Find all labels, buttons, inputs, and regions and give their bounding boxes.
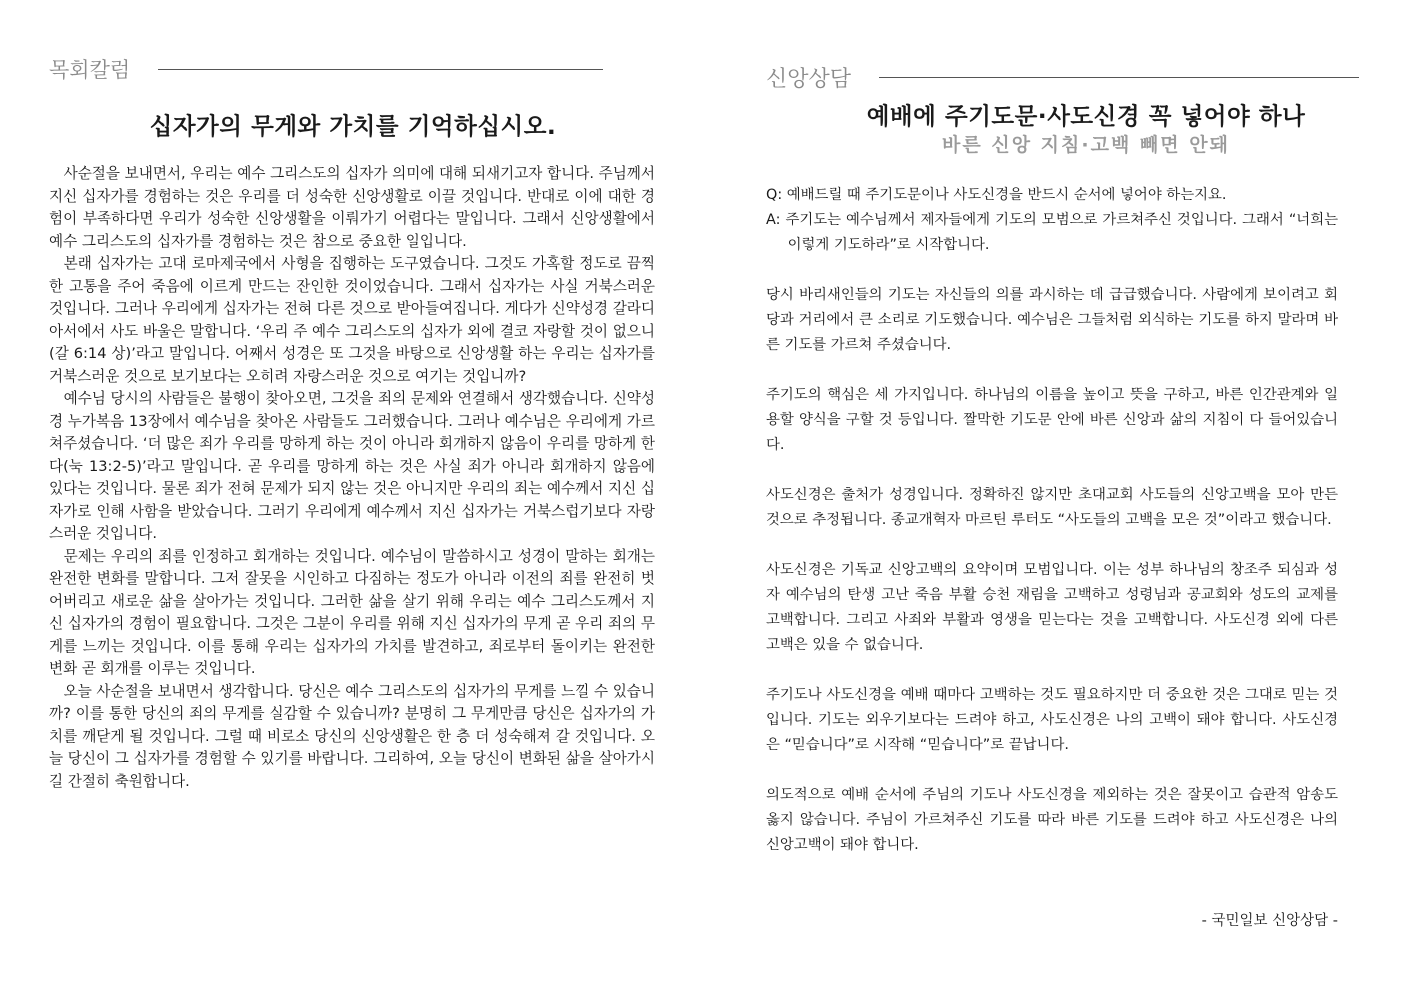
right-paragraph: 사도신경은 출처가 성경입니다. 정확하진 않지만 초대교회 사도들의 신앙고백을 모아 만든 것으로 추정됩니다. 종교개혁자 마르틴 루터도 “사도들의 고백을 모은 것”이라고 했습니다. bbox=[766, 487, 1338, 528]
right-article-subtitle: 바른 신앙 지침·고백 빼면 안돼 bbox=[942, 134, 1230, 156]
left-section-header bbox=[49, 54, 603, 84]
left-paragraph: 오늘 사순절을 보내면서 생각합니다. 당신은 예수 그리스도의 십자가의 무게를 느낄 수 있습니까? 이를 통한 당신의 죄의 무게를 실감할 수 있습니까? 분명히 그 무게만큼 당신은 십자가의 가치를 깨닫게 될 것입니다. 그럴 때 비로소 당신의 신앙생활은 한 층 더 성숙해져 갈 것입니다. 오늘 당신이 그 십자가를 경험할 수 있기를 바랍니다. 그리하여, 오늘 당신이 변화된 삶을 살아가시길 간절히 축원합니다. bbox=[49, 682, 655, 790]
answer: A: 주기도는 예수님께서 제자들에게 기도의 모범으로 가르쳐주신 것입니다. 그래서 “너희는 이렇게 기도하라”로 시작합니다. bbox=[766, 212, 1338, 253]
right-section-header bbox=[766, 62, 1359, 93]
left-paragraph: 본래 십자가는 고대 로마제국에서 사형을 집행하는 도구였습니다. 그것도 가혹할 정도로 끔찍한 고통을 주어 죽음에 이르게 만드는 잔인한 것이었습니다. 그래서 십자가는 사실 거북스러운 것입니다. 그러나 우리에게 십자가는 전혀 다른 것으로 받아들여집니다. 게다가 신약성경 갈라디아서에서 사도 바울은 말합니다. ‘우리 주 예수 그리스도의 십자가 외에 결코 자랑할 것이 없으니(갈 6:14 상)’라고 말입니다. 어째서 성경은 또 그것을 바탕으로 신앙생활 하는 우리는 십자가를 거북스러운 것으로 보기보다는 오히려 자랑스러운 것으로 여기는 것입니까? bbox=[49, 255, 655, 385]
left-article-body bbox=[49, 163, 655, 793]
right-section-divider bbox=[879, 77, 1359, 78]
left-section-divider bbox=[158, 69, 603, 70]
right-article-title: 예배에 주기도문·사도신경 꼭 넣어야 하나 bbox=[866, 102, 1306, 130]
right-paragraph: 의도적으로 예배 순서에 주님의 기도나 사도신경을 제외하는 것은 잘못이고 습관적 암송도 옳지 않습니다. 주님이 가르쳐주신 기도를 따라 바른 기도를 드려야 하고 사도신경은 나의 신앙고백이 돼야 합니다. bbox=[766, 787, 1338, 853]
source-credit: - 국민일보 신앙상담 - bbox=[1201, 913, 1338, 929]
left-paragraph: 예수님 당시의 사람들은 불행이 찾아오면, 그것을 죄의 문제와 연결해서 생각했습니다. 신약성경 누가복음 13장에서 예수님을 찾아온 사람들도 그러했습니다. 그러나 예수님은 우리에게 가르쳐주셨습니다. ‘더 많은 죄가 우리를 망하게 하는 것이 아니라 회개하지 않음이 우리를 망하게 한다(눅 13:2-5)’라고 말입니다. 곧 우리를 망하게 하는 것은 사실 죄가 아니라 회개하지 않음에 있다는 것입니다. 물론 죄가 전혀 문제가 되지 않는 것은 아니지만 우리의 죄는 예수께서 지신 십자가로 인해 사함을 받았습니다. 그러기 우리에게 예수께서 지신 십자가는 거북스럽기보다 자랑스러운 것입니다. bbox=[49, 390, 655, 542]
right-paragraph: 당시 바리새인들의 기도는 자신들의 의를 과시하는 데 급급했습니다. 사람에게 보이려고 회당과 거리에서 큰 소리로 기도했습니다. 예수님은 그들처럼 외식하는 기도를 하지 말라며 바른 기도를 가르쳐 주셨습니다. bbox=[766, 287, 1338, 353]
right-paragraph: 사도신경은 기독교 신앙고백의 요약이며 모범입니다. 이는 성부 하나님의 창조주 되심과 성자 예수님의 탄생 고난 죽음 부활 승천 재림을 고백하고 성령님과 공교회와 성도의 교제를 고백합니다. 그리고 사죄와 부활과 영생을 믿는다는 것을 고백합니다. 사도신경 외에 다른 고백은 있을 수 없습니다. bbox=[766, 562, 1338, 653]
right-page bbox=[702, 0, 1403, 992]
question: Q: 예배드릴 때 주기도문이나 사도신경을 반드시 순서에 넣어야 하는지요. bbox=[766, 187, 1227, 203]
left-section-label: 목회칼럼 bbox=[49, 58, 131, 82]
right-section-label: 신앙상담 bbox=[766, 67, 852, 92]
left-paragraph: 문제는 우리의 죄를 인정하고 회개하는 것입니다. 예수님이 말씀하시고 성경이 말하는 회개는 완전한 변화를 말합니다. 그저 잘못을 시인하고 다짐하는 정도가 아니라 이전의 죄를 완전히 벗어버리고 새로운 삶을 살아가는 것입니다. 그러한 삶을 살기 위해 우리는 예수 그리스도께서 지신 십자가의 경험이 필요합니다. 그것은 그분이 우리를 위해 지신 십자가의 무게 곧 우리 죄의 무게를 느끼는 것입니다. 이를 통해 우리는 십자가의 가치를 발견하고, 죄로부터 돌이키는 완전한 변화 곧 회개를 이루는 것입니다. bbox=[49, 547, 655, 677]
left-page bbox=[0, 0, 700, 992]
left-paragraph: 사순절을 보내면서, 우리는 예수 그리스도의 십자가 의미에 대해 되새기고자 합니다. 주님께서 지신 십자가를 경험하는 것은 우리를 더 성숙한 신앙생활로 이끌 것입니다. 반대로 이에 대한 경험이 부족하다면 우리가 성숙한 신앙생활을 이뤄가기 어렵다는 말입니다. 그래서 신앙생활에서 예수 그리스도의 십자가를 경험하는 것은 참으로 중요한 일입니다. bbox=[49, 165, 655, 250]
right-paragraph: 주기도나 사도신경을 예배 때마다 고백하는 것도 필요하지만 더 중요한 것은 그대로 믿는 것입니다. 기도는 외우기보다는 드려야 하고, 사도신경은 나의 고백이 돼야 합니다. 사도신경은 “믿습니다”로 시작해 “믿습니다”로 끝납니다. bbox=[766, 687, 1338, 753]
left-article-title: 십자가의 무게와 가치를 기억하십시오. bbox=[149, 112, 557, 140]
right-paragraph: 주기도의 핵심은 세 가지입니다. 하나님의 이름을 높이고 뜻을 구하고, 바른 인간관계와 일용할 양식을 구할 것 등입니다. 짤막한 기도문 안에 바른 신앙과 삶의 지침이 다 들어있습니다. bbox=[766, 387, 1338, 453]
right-article-body bbox=[766, 183, 1338, 883]
qa-block bbox=[766, 183, 1338, 258]
